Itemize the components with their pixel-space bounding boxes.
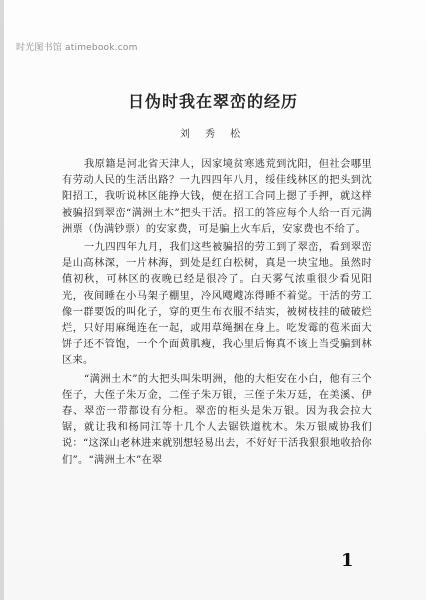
- paragraph: 我原籍是河北省天津人，因家境贫寒逃荒到沈阳，但社会哪里有劳动人民的生活出路？一九四四年八月，绥佳线林区的把头到沈阳招工，我听说林区能挣大钱，便在招工合同上摁了手押，就这样被骗招到翠峦“满洲土木”把头干活。招工的答应每个人给一百元满洲票（伪满钞票）的安家费，可是骗上火车后，安家费也不给了。: [62, 159, 372, 235]
- page-number: 1: [341, 550, 354, 571]
- site-watermark: 时光图书馆 atimebook.com: [16, 43, 138, 53]
- article-body: [62, 157, 372, 469]
- author-name: 刘 秀 松: [179, 129, 247, 140]
- paragraph: “满洲土木”的大把头叫朱明洲，他的大柜安在小白，他有三个侄子，大侄子朱万金，二侄子朱万银，三侄子朱万廷，在美溪、伊春、翠峦一带都设有分柜。翠峦的柜头是朱万银。因为我会拉大锯，就让我和杨同江等十几个人去锯铁道枕木。朱万银威协我们说：“这深山老林进来就别想轻易出去，不好好干活我狠狠地收拾你们”。“满洲土木”在翠: [62, 373, 372, 466]
- article-title: 日伪时我在翠峦的经历: [127, 92, 298, 111]
- paragraph: 一九四四年九月，我们这些被骗招的劳工到了翠峦，看到翠峦是山高林深，一片林海，到处是红白松树，真是一块宝地。虽然时值初秋，可林区的夜晚已经是很冷了。白天雾气浓重很少看见阳光，夜间睡在小马架子棚里，冷风飕飕冻得睡不着觉。干活的劳工像一群要饭的叫化子，穿的更生布衣服不结实，被树枝挂的破破烂烂，只好用麻绳连在一起，或用草绳捆在身上。吃发霉的苞米面大饼子还不管饱，一个个面黄肌瘦，我心里后悔真不该上当受骗到林区来。: [62, 242, 372, 367]
